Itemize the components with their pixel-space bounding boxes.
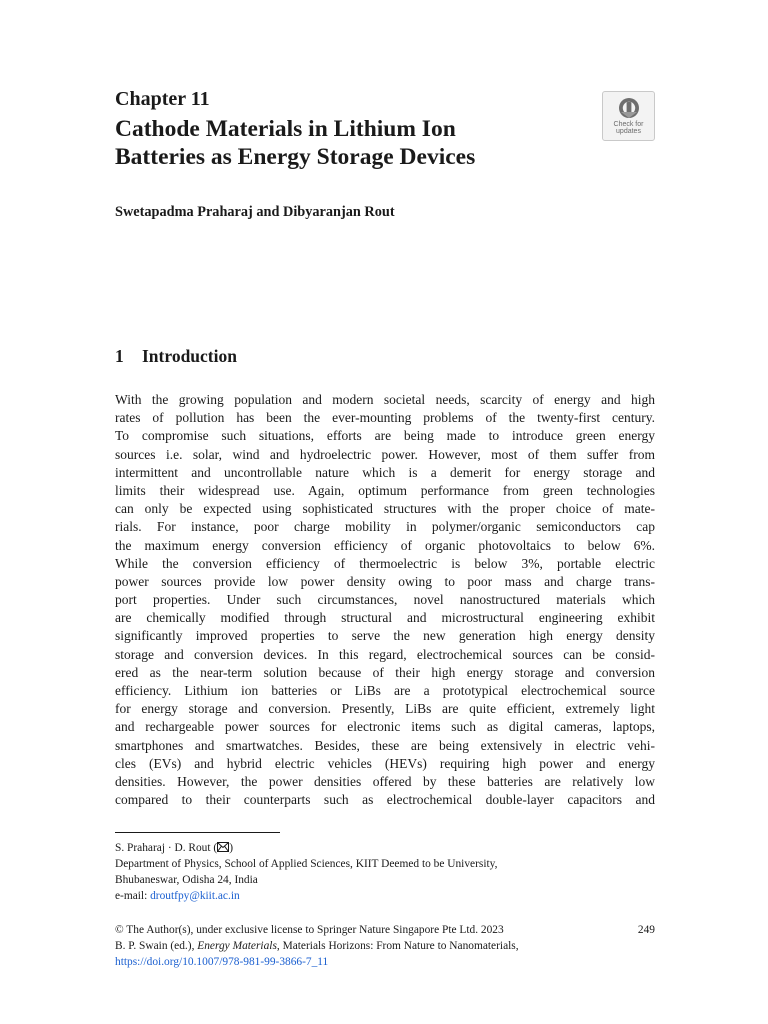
- body-line: limits their widespread use. Again, optimum performance from green technologies: [115, 482, 655, 498]
- crossmark-text-line2: updates: [616, 128, 641, 135]
- chapter-title-line: Cathode Materials in Lithium Ion: [115, 116, 456, 142]
- citation-book-title: Energy Materials: [197, 940, 277, 952]
- section-heading: [115, 346, 237, 367]
- body-line: significantly improved properties to serve the new generation high energy density: [115, 628, 655, 644]
- body-line: With the growing population and modern societal needs, scarcity of energy and high: [115, 392, 655, 407]
- body-line: rials. For instance, poor charge mobility in polymer/organic semiconductors cap: [115, 519, 655, 535]
- body-line: and rechargeable power sources for electronic items such as digital cameras, laptops,: [115, 719, 655, 735]
- body-line: cles (EVs) and hybrid electric vehicles (HEVs) requiring high power and energy: [115, 755, 655, 771]
- footnote-affiliation-line: Department of Physics, School of Applied Sciences, KIIT Deemed to be University,: [115, 858, 498, 870]
- footnote-email-row: [115, 888, 655, 904]
- body-line: densities. However, the power densities offered by these batteries are relatively low: [115, 773, 655, 789]
- chapter-title-line: Batteries as Energy Storage Devices: [115, 144, 476, 170]
- page-footer: [115, 922, 655, 970]
- email-label: e-mail:: [115, 890, 151, 902]
- page-number: 249: [637, 924, 655, 936]
- copyright-line: [115, 922, 655, 938]
- body-line: storage and conversion devices. In this regard, electrochemical sources can be consid-: [115, 646, 655, 662]
- doi-link[interactable]: https://doi.org/10.1007/978-981-99-3866-7_11: [115, 956, 329, 968]
- body-line: smartphones and smartwatches. Besides, these are being extensively in electric vehi-: [115, 737, 655, 753]
- check-for-updates-badge[interactable]: [602, 91, 655, 141]
- body-line: ered as the near-term solution because of their high energy storage and conversion: [115, 664, 655, 680]
- body-line: rates of pollution has been the ever-mounting problems of the twenty-first century.: [115, 410, 655, 426]
- body-line: the maximum energy conversion efficiency of organic photovoltaics to below 6%.: [115, 537, 655, 553]
- authors: Swetapadma Praharaj and Dibyaranjan Rout: [115, 204, 395, 220]
- body-line: are chemically modified through structural and microstructural engineering exhibit: [115, 610, 655, 626]
- body-line: intermittent and uncontrollable nature which is a demerit for energy storage and: [115, 464, 655, 480]
- crossmark-text: [603, 121, 654, 135]
- email-link[interactable]: droutfpy@kiit.ac.in: [150, 890, 240, 902]
- body-line: port properties. Under such circumstances, novel nanostructured materials which: [115, 592, 655, 608]
- footnote-authors: [115, 840, 655, 856]
- citation-suffix: , Materials Horizons: From Nature to Nanomaterials,: [276, 940, 519, 952]
- body-line: for energy storage and conversion. Presently, LiBs are quite efficient, extremely light: [115, 701, 655, 717]
- section-title: Introduction: [142, 346, 237, 366]
- footnote-rule: [115, 832, 280, 833]
- body-line: While the conversion efficiency of thermoelectric is below 3%, portable electric: [115, 555, 655, 571]
- crossmark-icon: [617, 96, 641, 120]
- body-line: To compromise such situations, efforts are being made to introduce green energy: [115, 428, 655, 444]
- citation-line: [115, 938, 655, 954]
- footnote-authors-suffix: ): [229, 842, 233, 854]
- body-line: sources i.e. solar, wind and hydroelectric power. However, most of them suffer from: [115, 446, 655, 462]
- body-paragraph: [115, 391, 655, 809]
- body-line: power sources provide low power density owing to poor mass and charge trans-: [115, 573, 655, 589]
- body-line: can only be expected using sophisticated structures with the proper choice of mate-: [115, 501, 655, 517]
- chapter-title: [115, 115, 585, 171]
- chapter-label: Chapter 11: [115, 88, 210, 110]
- citation-prefix: B. P. Swain (ed.),: [115, 940, 198, 952]
- body-line: compared to their counterparts such as electrochemical double-layer capacitors and: [115, 792, 655, 808]
- body-line: efficiency. Lithium ion batteries or LiBs are a prototypical electrochemical source: [115, 683, 655, 698]
- footnote-affiliation-line: Bhubaneswar, Odisha 24, India: [115, 874, 258, 886]
- copyright-text: © The Author(s), under exclusive license to Springer Nature Singapore Pte Ltd. 2023: [115, 924, 504, 936]
- author-footnote: [115, 840, 655, 904]
- envelope-icon: [217, 842, 229, 852]
- footnote-authors-prefix: S. Praharaj · D. Rout (: [115, 842, 218, 854]
- crossmark-text-line1: Check for: [613, 121, 644, 128]
- section-number: 1: [115, 346, 124, 366]
- doi-row: [115, 954, 655, 970]
